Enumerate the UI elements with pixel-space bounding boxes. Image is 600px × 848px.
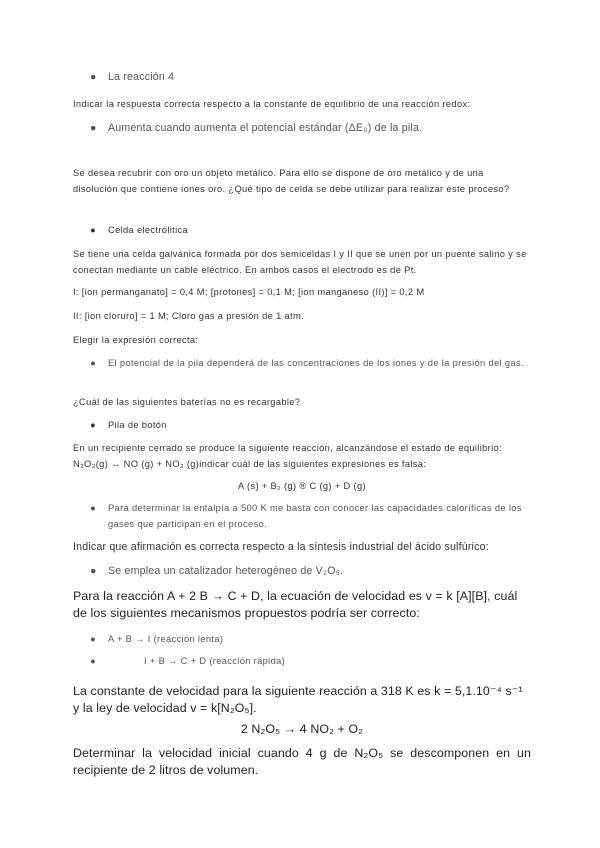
equation: 2 N₂O₅ → 4 NO₂ + O₂ (240, 722, 364, 736)
answer-text: El potencial de la pila dependerá de las concentraciones de los iones y de la presión del gas. (108, 358, 524, 368)
answer-text: Se emplea un catalizador heterogéneo de V₂O₅. (108, 565, 344, 577)
question-text: Elegir la expresión correcta: (73, 335, 199, 345)
answer-text: La reacción 4 (108, 71, 175, 83)
list-item (90, 417, 531, 433)
answer-text: A + B → I (reacción lenta) (108, 634, 224, 644)
equation: A (s) + B₂ (g) ® C (g) + D (g) (238, 481, 366, 491)
list-item (90, 121, 531, 136)
question-text: En un recipiente cerrado se produce la siguiente reacción, alcanzándose el estado de equilibrio: (73, 443, 502, 453)
question-text: Se tiene una celda galvánica formada por dos semiceldas I y II que se unen por un puente salino y se conectan mediante un cable eléctrico. En ambos casos el electrodo es de Pt. (73, 249, 527, 275)
question-text: ¿Cuál de las siguientes baterías no es recargable? (73, 397, 301, 407)
list-item (90, 355, 531, 371)
answer-text: I + B → C + D (reacción rápida) (144, 656, 286, 666)
bullet-icon: ● (90, 656, 96, 666)
answer-text: Celda electrólitica (108, 225, 189, 235)
question-text: Indicar la respuesta correcta respecto a la constante de equilibrio de una reacción redox: (73, 99, 471, 109)
bullet-icon: ● (90, 420, 96, 430)
question-text: La constante de velocidad para la siguiente reacción a 318 K es k = 5,1.10⁻⁴ s⁻¹ y la ley de velocidad v = k[N₂O₅]. (73, 684, 523, 715)
question-text: II: [ion cloruro] = 1 M; Cloro gas a presión de 1 atm. (73, 311, 305, 321)
list-item (90, 653, 531, 669)
question-text: I: [ion permanganato] = 0,4 M; [protones] = 0,1 M; [ion manganeso (II)] = 0,2 M (73, 287, 425, 297)
bullet-icon: ● (90, 358, 96, 368)
bullet-icon: ● (90, 503, 96, 513)
question-text: Se desea recubrir con oro un objeto metálico. Para ello se dispone de oro metálico y de una disolución que contiene iones oro. ¿Qué tipo de celda se debe utilizar para realizar este proceso? (73, 168, 510, 194)
bullet-icon: ● (90, 225, 96, 235)
list-item (90, 222, 531, 238)
answer-text: Para determinar la entalpía a 500 K me basta con conocer las capacidades caloríficas de los gases que participan en el proceso. (108, 503, 522, 529)
bullet-icon: ● (90, 565, 97, 577)
list-item (90, 631, 531, 647)
question-text: N₂O₃(g) ↔ NO (g) + NO₂ (g)indicar cuál de las siguientes expresiones es falsa: (73, 459, 427, 469)
question-text: Indicar que afirmación es correcta respecto a la síntesis industrial del ácido sulfúrico: (73, 541, 489, 553)
question-text: Para la reacción A + 2 B → C + D, la ecuación de velocidad es v = k [A][B], cuál de los siguientes mecanismos propuestos podría ser correcto: (73, 589, 518, 620)
answer-text: Pila de botón (108, 420, 167, 430)
list-item (90, 70, 531, 85)
bullet-icon: ● (90, 71, 97, 83)
bullet-icon: ● (90, 634, 96, 644)
list-item (90, 564, 531, 579)
answer-text: Aumenta cuando aumenta el potencial estándar (ΔE₀) de la pila. (108, 122, 423, 134)
question-text: Determinar la velocidad inicial cuando 4 g de N₂O₅ se descomponen en un recipiente de 2 litros de volumen. (73, 746, 531, 777)
bullet-icon: ● (90, 122, 97, 134)
list-item (90, 500, 531, 532)
